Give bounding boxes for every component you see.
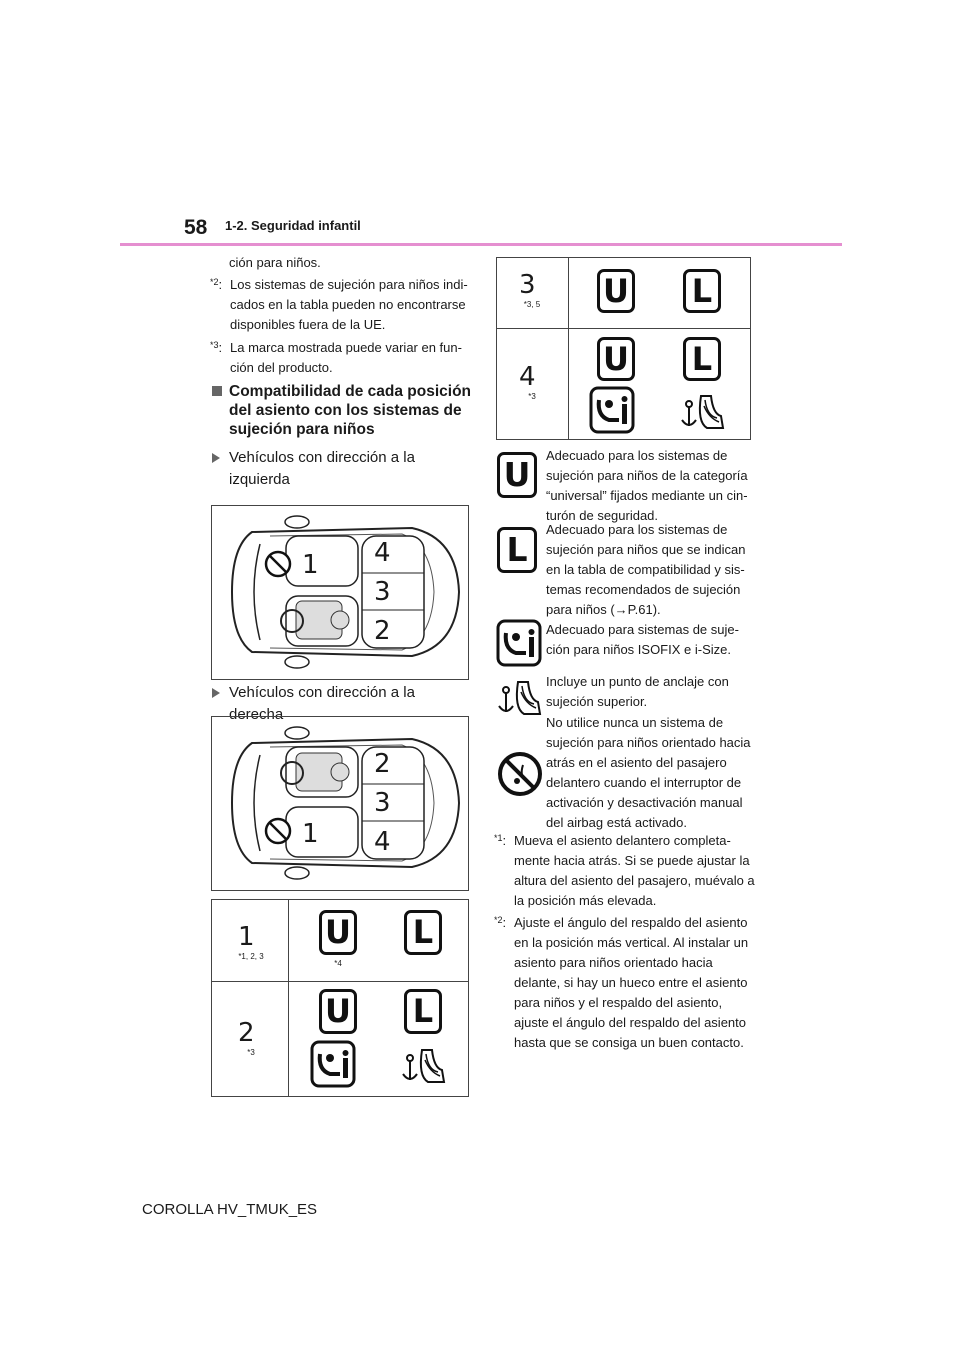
- car-diagram-right-drive: [211, 716, 469, 891]
- footnote-mark: *2: [494, 915, 503, 925]
- anchor-tether-icon: [677, 386, 727, 434]
- anchor-tether-icon: [398, 1040, 448, 1088]
- seat-2-label: 2: [374, 616, 391, 646]
- triangle-bullet-icon: [212, 453, 220, 463]
- legend-anchor-text: Incluye un punto de anclaje con sujeción superior.: [546, 674, 729, 709]
- table-divider: [288, 900, 289, 1096]
- l-specific-icon: L: [497, 527, 537, 573]
- seat-4-label: 4: [374, 827, 391, 857]
- seat-1-label: 1: [302, 550, 319, 580]
- footnote-2: $^{*2}$: Los sistemas de sujeción para niños indi-cados en la tabla pueden no encontrarse disponibles fuera de la UE.: [210, 275, 472, 335]
- seat-note: *1, 2, 3: [238, 952, 264, 961]
- seat-2-label: 2: [374, 749, 391, 779]
- seat-1-label: 1: [238, 922, 255, 952]
- legend-u-text: Adecuado para los sistemas de sujeción para niños de la categoría “universal” fijados mediante un cin-turón de seguridad.: [546, 448, 748, 523]
- anchor-tether-icon: [494, 672, 544, 720]
- compat-table-left: [211, 899, 469, 1097]
- footnote-text: Mueva el asiento delantero completa-mente hacia atrás. Si se puede ajustar la altura del asiento del pasajero, muévalo a la posición más elevada.: [514, 833, 755, 908]
- seat-1-label: 1: [302, 819, 319, 849]
- l-specific-icon: L: [683, 269, 721, 313]
- u-universal-icon: U: [319, 989, 357, 1034]
- u-universal-icon: U: [597, 269, 635, 313]
- header-rule: [120, 243, 842, 246]
- seat-4-label: 4: [374, 538, 391, 568]
- right-drive-text: Vehículos con dirección a la derecha: [229, 684, 415, 723]
- table-divider: [212, 981, 468, 982]
- seat-3-label: 3: [374, 577, 391, 607]
- u-universal-icon: U: [497, 452, 537, 498]
- compat-table-right: [496, 257, 751, 440]
- table-divider: [497, 328, 750, 329]
- car-outline-icon: [212, 717, 468, 890]
- u-universal-icon: U: [319, 910, 357, 955]
- prohibited-rear-facing-icon: [497, 751, 543, 797]
- left-drive-text: Vehículos con dirección a la izquierda: [229, 449, 415, 488]
- heading-text: Compatibilidad de cada posición del asiento con los sistemas de sujeción para niños: [229, 383, 472, 438]
- footnote-text: Ajuste el ángulo del respaldo del asiento en la posición más vertical. Al instalar un asiento para niños orientado hacia delante, si hay un hueco entre el asiento para niños y el respaldo del asiento, ajuste el ángulo del respaldo del asiento hasta que se consiga un buen contacto.: [514, 915, 749, 1050]
- footnote-mark: *1: [494, 833, 503, 843]
- footnote-text: Los sistemas de sujeción para niños indi-cados en la tabla pueden no encontrarse disponibles fuera de la UE.: [230, 277, 468, 332]
- seat-note: *3: [247, 1048, 255, 1057]
- page-number: 58: [184, 216, 208, 239]
- legend-l-text: Adecuado para los sistemas de sujeción para niños que se indican en la tabla de compatibilidad y sis-temas recomendados de sujeción para niños (→P.61).: [546, 522, 746, 617]
- legend-never-text: No utilice nunca un sistema de sujeción para niños orientado hacia atrás en el asiento del pasajero delantero cuando el interruptor de activación y desactivación manual del airbag está activado.: [546, 715, 751, 830]
- seat-4-label: 4: [519, 362, 536, 392]
- isofix-icon: [310, 1040, 356, 1088]
- u-universal-icon: U: [597, 337, 635, 381]
- section-title: 1-2. Seguridad infantil: [225, 218, 361, 233]
- table-divider: [568, 258, 569, 439]
- footnote-2: $^{*2}$: Ajuste el ángulo del respaldo del asiento en la posición más vertical. Al instalar un asiento para niños orientado hacia delante, si hay un hueco entre el asiento para niños y el respaldo del asiento, ajuste el ángulo del respaldo del asiento hasta que se consiga un buen contacto.: [494, 913, 756, 1053]
- car-diagram-left-drive: [211, 505, 469, 680]
- isofix-icon: [496, 619, 542, 667]
- l-specific-icon: L: [404, 989, 442, 1034]
- legend-isofix-text: Adecuado para sistemas de suje-ción para niños ISOFIX e i-Size.: [546, 622, 739, 657]
- footnote-text: La marca mostrada puede variar en fun-ción del producto.: [230, 340, 462, 375]
- footnote-mark: *3: [210, 340, 219, 350]
- footer-model: COROLLA HV_TMUK_ES: [142, 1201, 318, 1218]
- u-note: *4: [334, 959, 342, 968]
- footnote-3: $^{*3}$: La marca mostrada puede variar en fun-ción del producto.: [210, 338, 472, 378]
- seat-note: *3, 5: [523, 300, 541, 309]
- left-drive-label: [212, 447, 472, 491]
- l-specific-icon: L: [683, 337, 721, 381]
- footnote-mark: *2: [210, 277, 219, 287]
- triangle-bullet-icon: [212, 688, 220, 698]
- note-continuation: ción para niños.: [229, 255, 321, 270]
- square-bullet-icon: [212, 386, 222, 396]
- seat-3-label: 3: [519, 270, 536, 300]
- isofix-icon: [589, 386, 635, 434]
- seat-note: *3: [528, 392, 536, 401]
- footnote-1: $^{*1}$: Mueva el asiento delantero completa-mente hacia atrás. Si se puede ajustar la altura del asiento del pasajero, muévalo a la posición más elevada.: [494, 831, 756, 911]
- seat-2-label: 2: [238, 1018, 255, 1048]
- car-outline-icon: [212, 506, 468, 679]
- l-specific-icon: L: [404, 910, 442, 955]
- subsection-heading: [212, 382, 472, 439]
- seat-3-label: 3: [374, 788, 391, 818]
